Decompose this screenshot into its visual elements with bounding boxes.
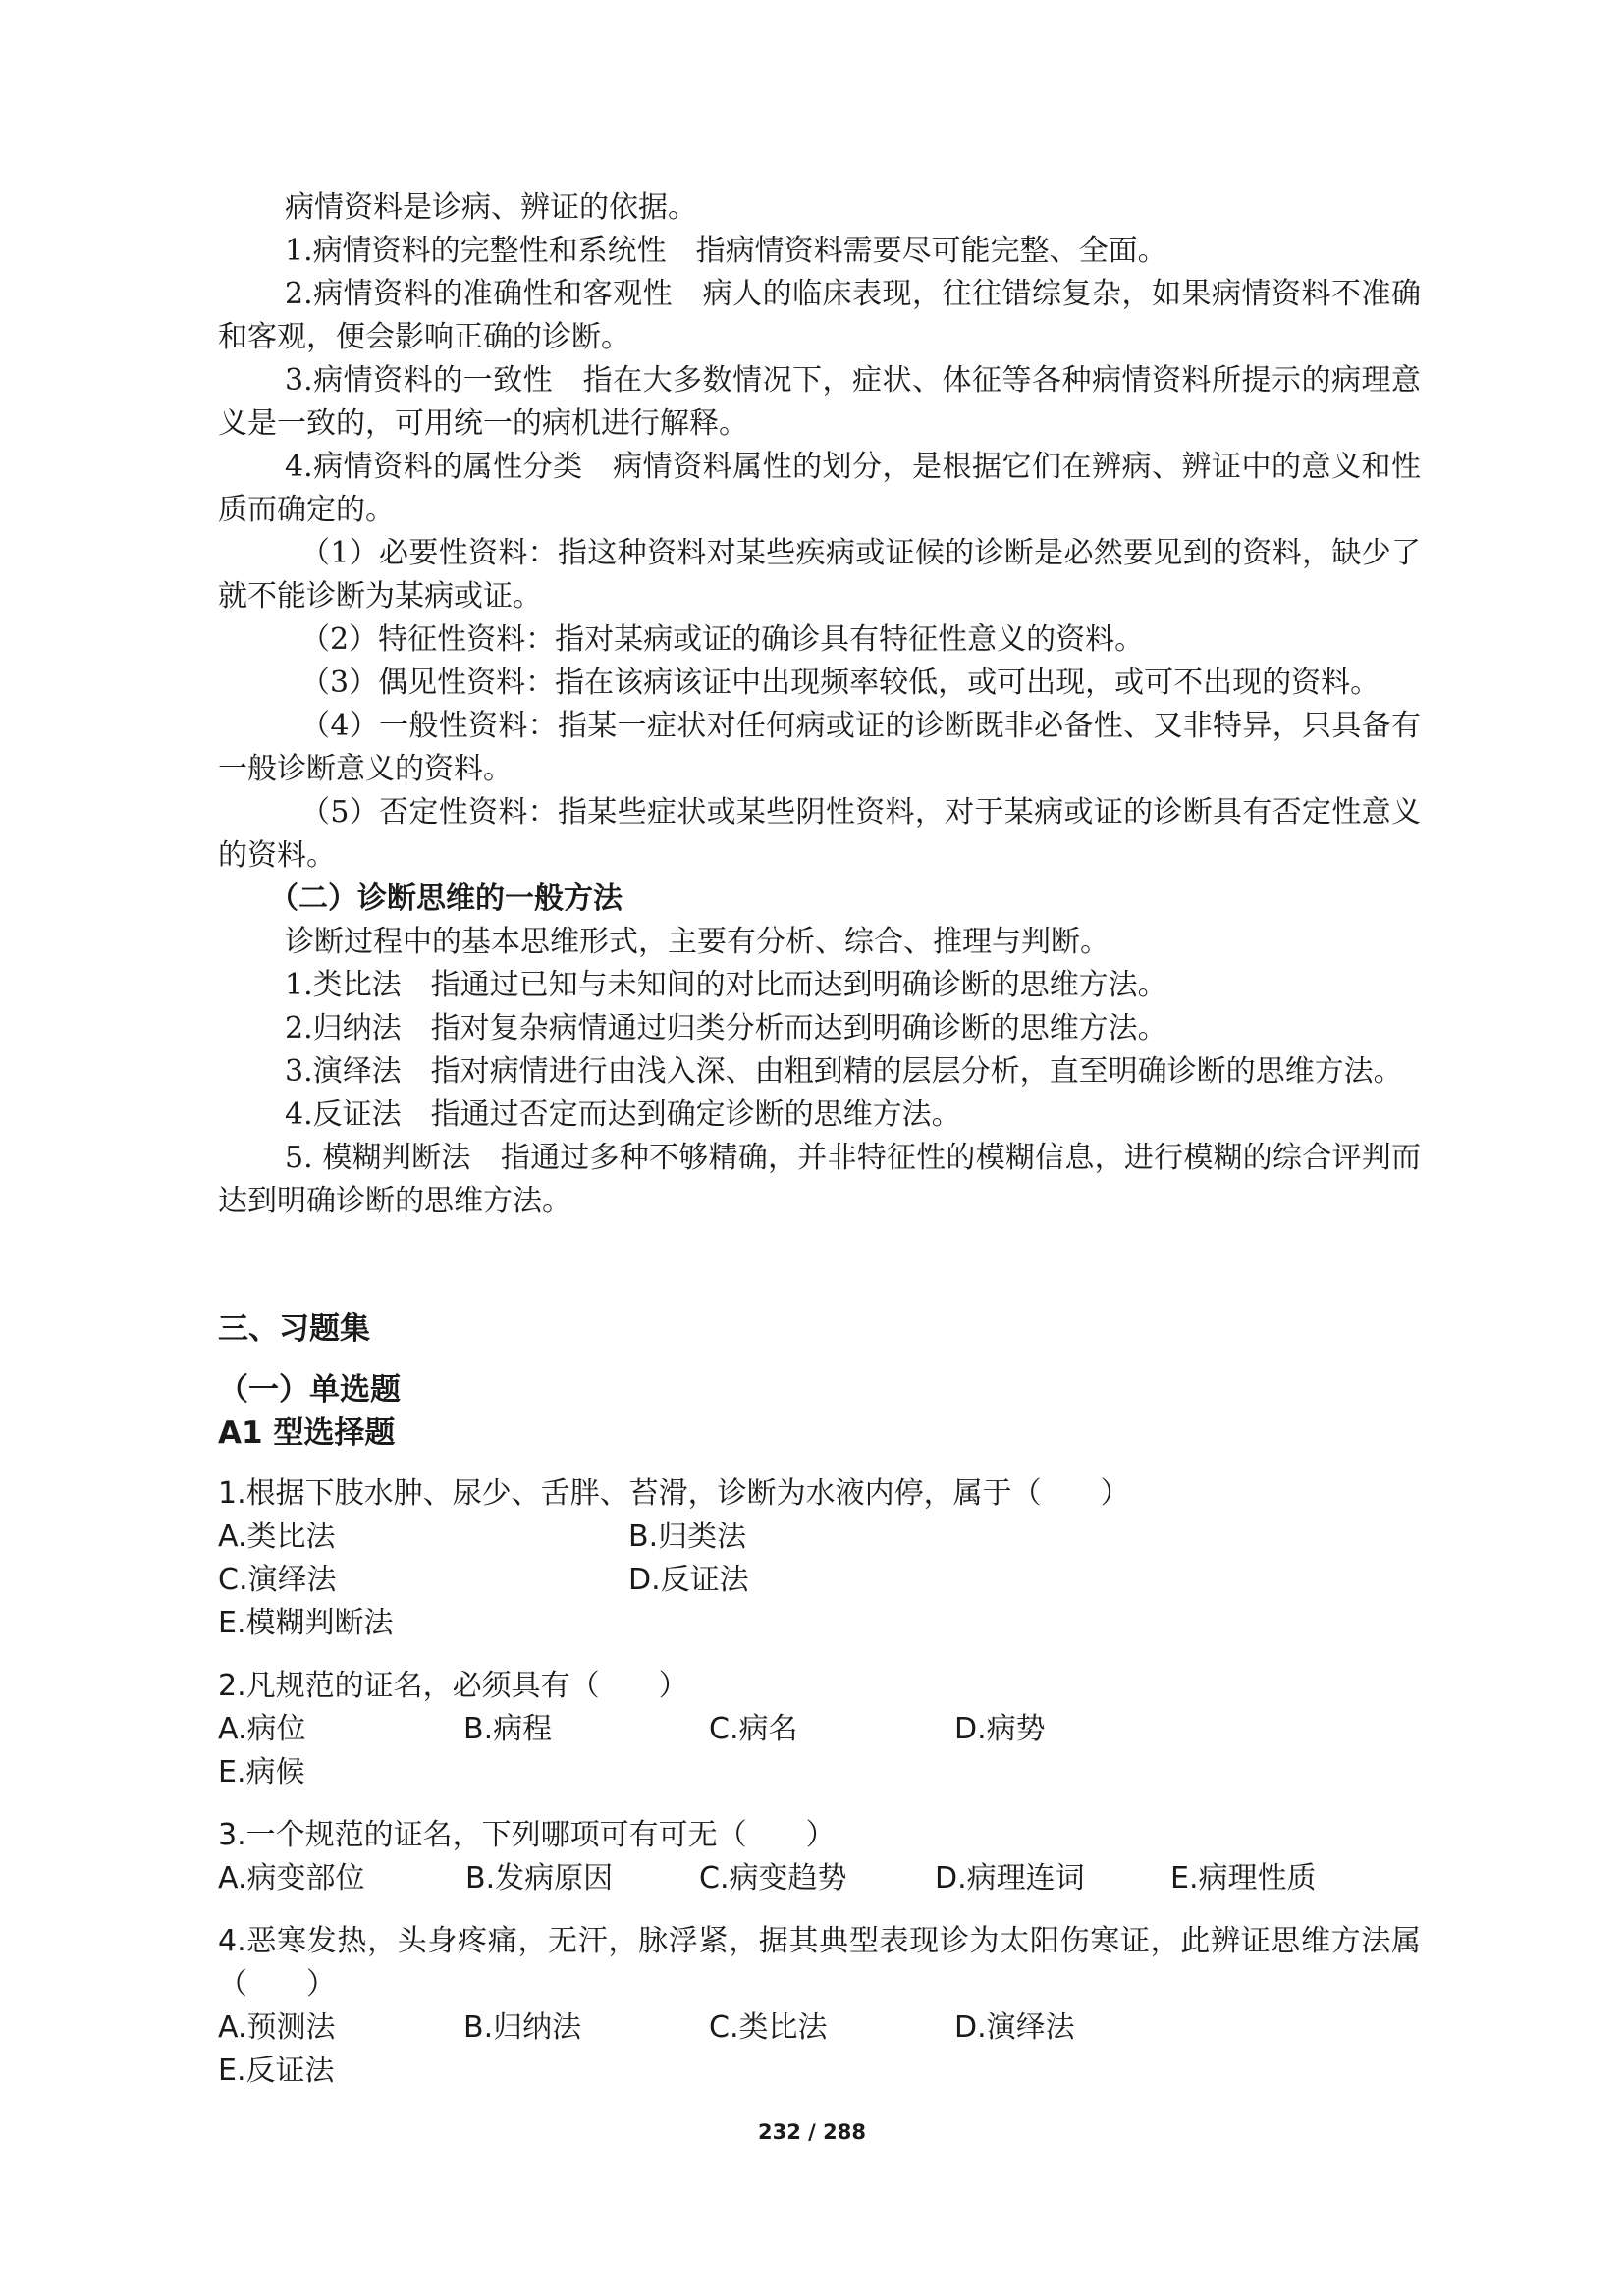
section1-item-1: 1.病情资料的完整性和系统性 指病情资料需要尽可能完整、全面。 <box>285 234 1167 268</box>
section1-intro: 病情资料是诊病、辨证的依据。 <box>285 190 697 225</box>
question-3 <box>218 1814 1421 1900</box>
question-options <box>218 2006 1421 2093</box>
option-c: C.病名 <box>709 1712 798 1746</box>
section1-sub-1: （1）必要性资料：指这种资料对某些疾病或证候的诊断是必然要见到的资料，缺少了就不能诊断为某病或证。 <box>218 536 1421 614</box>
option-b: B.归类法 <box>628 1520 747 1554</box>
section2-method-2: 2.归纳法 指对复杂病情通过归类分析而达到明确诊断的思维方法。 <box>285 1011 1167 1045</box>
section1-item-3: 3.病情资料的一致性 指在大多数情况下，症状、体征等各种病情资料所提示的病理意义是一致的，可用统一的病机进行解释。 <box>218 363 1421 441</box>
section2-method-1: 1.类比法 指通过已知与未知间的对比而达到明确诊断的思维方法。 <box>285 968 1167 1002</box>
question-stem: 1.根据下肢水肿、尿少、舌胖、苔滑，诊断为水液内停，属于（ ） <box>218 1476 1130 1511</box>
option-a: A.病位 <box>218 1712 306 1746</box>
question-options <box>218 1857 1421 1900</box>
option-c: C.演绎法 <box>218 1563 337 1597</box>
option-a: A.预测法 <box>218 2010 336 2045</box>
option-c: C.病变趋势 <box>699 1861 847 1896</box>
section2-method-4: 4.反证法 指通过否定而达到确定诊断的思维方法。 <box>285 1097 961 1132</box>
section2-method-5: 5. 模糊判断法 指通过多种不够精确，并非特征性的模糊信息，进行模糊的综合评判而达到明确诊断的思维方法。 <box>218 1141 1421 1218</box>
exercises-type-heading: A1 型选择题 <box>218 1415 396 1451</box>
question-stem: 3.一个规范的证名，下列哪项可有可无（ ） <box>218 1818 836 1852</box>
section1-sub-2: （2）特征性资料：指对某病或证的确诊具有特征性意义的资料。 <box>300 622 1145 657</box>
section1-item-2: 2.病情资料的准确性和客观性 病人的临床表现，往往错综复杂，如果病情资料不准确和客观，便会影响正确的诊断。 <box>218 277 1421 354</box>
section1-sub-5: （5）否定性资料：指某些症状或某些阴性资料，对于某病或证的诊断具有否定性意义的资料。 <box>218 795 1421 873</box>
option-b: B.病程 <box>463 1712 553 1746</box>
page-content <box>218 187 1421 2093</box>
exercises-heading: 三、习题集 <box>218 1311 370 1347</box>
section2-heading: （二）诊断思维的一般方法 <box>269 881 623 916</box>
option-b: B.归纳法 <box>463 2010 582 2045</box>
question-stem: 4.恶寒发热，头身疼痛，无汗，脉浮紧，据其典型表现诊为太阳伤寒证，此辨证思维方法属（ ） <box>218 1924 1421 2002</box>
question-options <box>218 1708 1421 1794</box>
section1-sub-4: （4）一般性资料：指某一症状对任何病或证的诊断既非必备性、又非特异，只具备有一般诊断意义的资料。 <box>218 709 1421 786</box>
option-e: E.病理性质 <box>1170 1861 1317 1896</box>
option-c: C.类比法 <box>709 2010 828 2045</box>
question-options <box>218 1516 1421 1645</box>
section2-intro: 诊断过程中的基本思维形式，主要有分析、综合、推理与判断。 <box>285 925 1110 959</box>
option-d: D.病理连词 <box>935 1861 1085 1896</box>
section1-sub-3: （3）偶见性资料：指在该病该证中出现频率较低，或可出现，或可不出现的资料。 <box>300 666 1380 700</box>
section1-item-4: 4.病情资料的属性分类 病情资料属性的划分，是根据它们在辨病、辨证中的意义和性质而确定的。 <box>218 450 1421 527</box>
question-2 <box>218 1665 1421 1794</box>
option-e: E.反证法 <box>218 2054 335 2088</box>
option-d: D.反证法 <box>628 1563 749 1597</box>
option-a: A.病变部位 <box>218 1861 365 1896</box>
option-e: E.病候 <box>218 1755 305 1789</box>
option-d: D.演绎法 <box>954 2010 1075 2045</box>
page-number: 232 / 288 <box>758 2120 866 2144</box>
section2-method-3: 3.演绎法 指对病情进行由浅入深、由粗到精的层层分析，直至明确诊断的思维方法。 <box>285 1054 1403 1089</box>
question-stem: 2.凡规范的证名，必须具有（ ） <box>218 1669 688 1703</box>
option-e: E.模糊判断法 <box>218 1606 394 1640</box>
option-a: A.类比法 <box>218 1520 336 1554</box>
question-4 <box>218 1920 1421 2093</box>
option-b: B.发病原因 <box>465 1861 614 1896</box>
option-d: D.病势 <box>954 1712 1046 1746</box>
question-1 <box>218 1472 1421 1645</box>
exercises-sub-heading: （一）单选题 <box>218 1372 401 1408</box>
